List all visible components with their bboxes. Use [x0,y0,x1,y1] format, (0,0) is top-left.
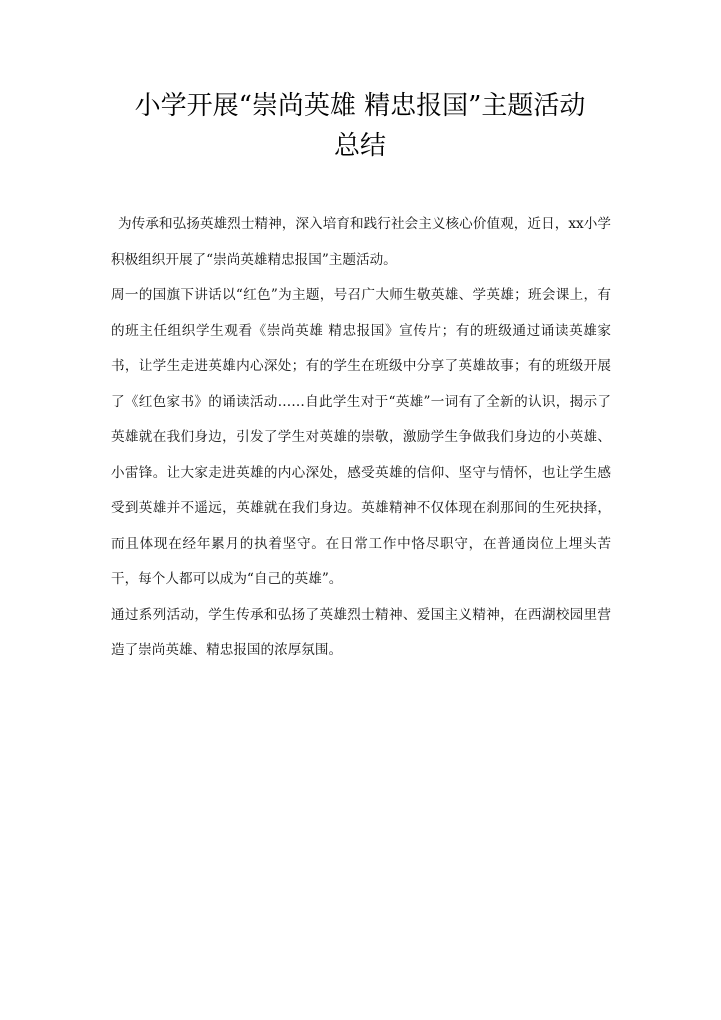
paragraph-conclusion: 通过系列活动，学生传承和弘扬了英雄烈士精神、爱国主义精神，在西湖校园里营造了崇尚英雄、精忠报国的浓厚氛围。 [111,606,611,658]
paragraph-intro: 为传承和弘扬英雄烈士精神，深入培育和践行社会主义核心价值观，近日，xx小学积极组织开展了“崇尚英雄精忠报国”主题活动。 [111,216,611,268]
paragraph-activities: 周一的国旗下讲话以“红色”为主题，号召广大师生敬英雄、学英雄；班会课上，有的班主任组织学生观看《崇尚英雄 精忠报国》宣传片；有的班级通过诵读英雄家书，让学生走进英雄内心深处；有的学生在班级中分享了英雄故事；有的班级开展了《红色家书》的诵读活动……自此学生对于“英雄”一词有了全新的认识，揭示了英雄就在我们身边，引发了学生对英雄的崇敬，激励学生争做我们身边的小英雄、小雷锋。让大家走进英雄的内心深处，感受英雄的信仰、坚守与情怀，也让学生感受到英雄并不遥远，英雄就在我们身边。英雄精神不仅体现在刹那间的生死抉择，而且体现在经年累月的执着坚守。在日常工作中恪尽职守，在普通岗位上埋头苦干，每个人都可以成为“自己的英雄”。 [111,287,611,587]
document-body [111,207,611,669]
document-title [100,86,620,166]
title-line-1: 小学开展“崇尚英雄 精忠报国”主题活动 [134,91,586,121]
title-line-2: 总结 [333,131,386,161]
